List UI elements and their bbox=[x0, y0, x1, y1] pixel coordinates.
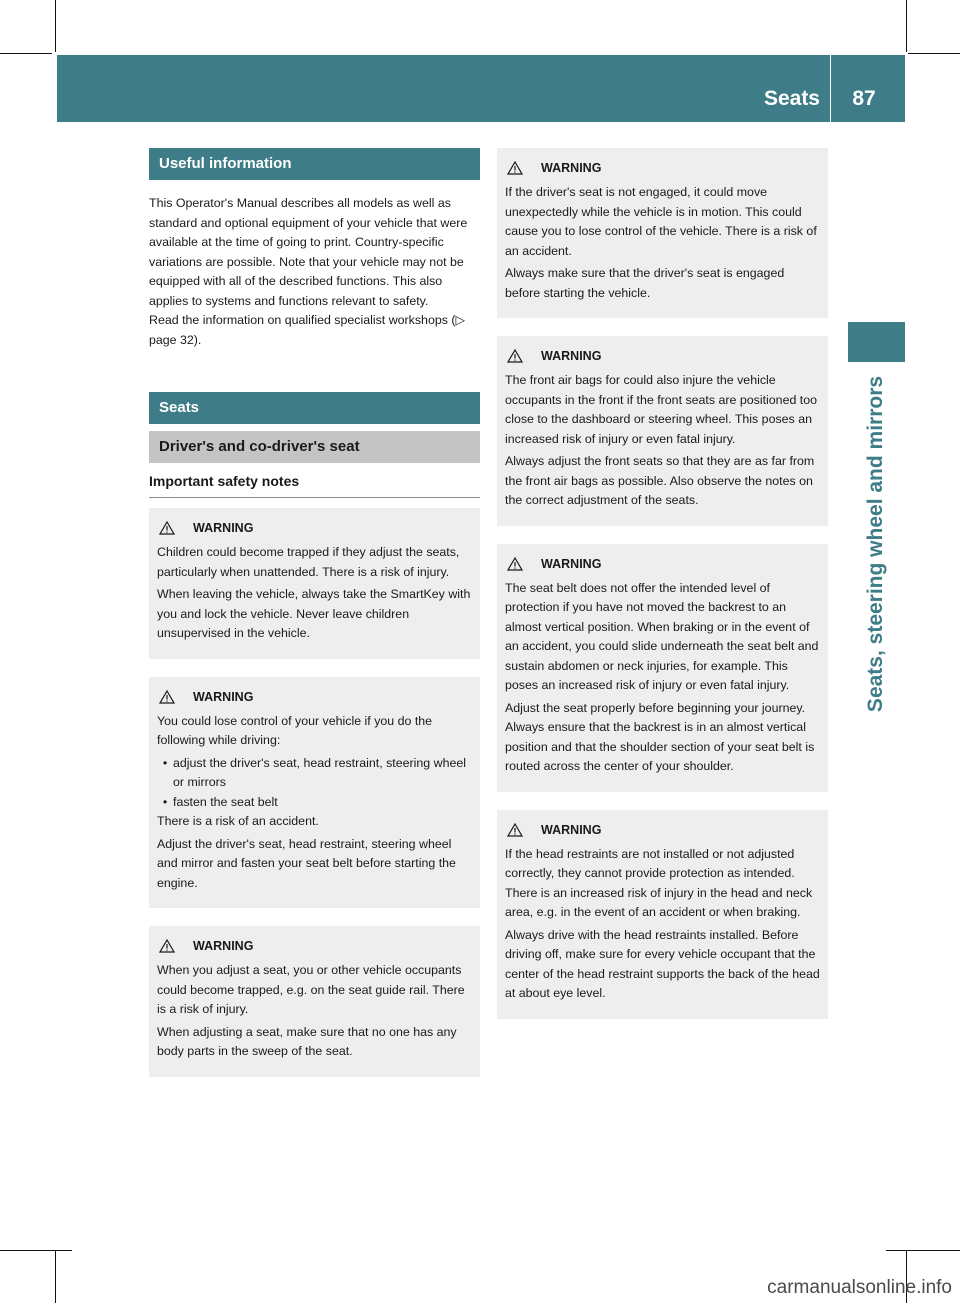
bullet-item bbox=[157, 793, 472, 813]
warning-box bbox=[149, 926, 480, 1077]
warning-header bbox=[505, 820, 820, 840]
warning-instruction: Adjust the seat properly before beginning your journey. Always ensure that the backrest is in an almost vertical position and that the shoulder section of your seat belt is routed across the center of your shoulder. bbox=[505, 700, 815, 773]
warning-text: If the driver's seat is not engaged, it could move unexpectedly while the vehicle is in motion. This could cause you to lose control of the vehicle. There is a risk of an accident. bbox=[505, 185, 817, 258]
crop-mark bbox=[886, 1250, 960, 1251]
bullet-icon: • bbox=[162, 755, 168, 770]
warning-instruction: Always drive with the head restraints installed. Before driving off, make sure for every vehicle occupant that the center of the head restraint supports the back of the head at about eye level. bbox=[505, 927, 820, 1000]
warning-text: The seat belt does not offer the intended level of protection if you have not moved the backrest to an almost vertical position. When braking or in the event of an accident, you could slide underneath the seat belt and sustain abdomen or neck injuries, for example. This poses an increased risk of injury or even fatal injury. bbox=[505, 580, 819, 692]
warning-text: The front air bags for could also injure the vehicle occupants in the front if the front seats are positioned too close to the dashboard or steering wheel. This poses an increased risk of injury or even fatal injury. bbox=[505, 373, 818, 446]
bullet-text: fasten the seat belt bbox=[173, 794, 278, 809]
warning-label: WARNING bbox=[193, 939, 254, 953]
warning-header bbox=[157, 687, 472, 707]
warning-instruction: When adjusting a seat, make sure that no one has any body parts in the sweep of the seat. bbox=[157, 1024, 457, 1058]
warning-box bbox=[149, 508, 480, 659]
warning-triangle-icon bbox=[507, 557, 523, 571]
warning-triangle-icon bbox=[159, 521, 175, 535]
warning-label: WARNING bbox=[193, 521, 254, 535]
warning-header bbox=[505, 346, 820, 366]
warning-text: Children could become trapped if they adjust the seats, particularly when unattended. There is a risk of injury. bbox=[157, 545, 460, 579]
watermark-link[interactable]: carmanualsonline.info bbox=[767, 1277, 952, 1298]
warning-triangle-icon bbox=[507, 823, 523, 837]
warning-box bbox=[149, 677, 480, 909]
warning-triangle-icon bbox=[507, 349, 523, 363]
warning-box bbox=[497, 148, 828, 318]
side-tab-marker bbox=[848, 322, 905, 362]
warning-text: There is a risk of an accident. bbox=[157, 814, 319, 828]
warning-label: WARNING bbox=[541, 349, 602, 363]
warning-text: If the head restraints are not installed or not adjusted correctly, they cannot provide protection as intended. There is an increased risk of injury in the head and neck area, e.g. in the event of an accident or when braking. bbox=[505, 846, 813, 919]
warning-text: When you adjust a seat, you or other vehicle occupants could become trapped, e.g. on the seat guide rail. There is a risk of injury. bbox=[157, 963, 465, 1016]
warning-label: WARNING bbox=[193, 689, 254, 704]
bullet-icon: • bbox=[162, 794, 168, 809]
warning-label: WARNING bbox=[541, 556, 602, 571]
crop-mark bbox=[55, 1250, 56, 1303]
bullet-item bbox=[157, 754, 472, 793]
crop-mark bbox=[0, 1250, 72, 1251]
bullet-text: adjust the driver's seat, head restraint, steering wheel or mirrors bbox=[173, 755, 467, 789]
warning-instruction: When leaving the vehicle, always take the SmartKey with you and lock the vehicle. Never leave children unsupervised in the vehicle. bbox=[157, 587, 471, 640]
warning-text: You could lose control of your vehicle if you do the following while driving: bbox=[157, 713, 433, 747]
warning-triangle-icon bbox=[159, 690, 175, 704]
warning-header bbox=[157, 518, 472, 538]
warning-label: WARNING bbox=[541, 161, 602, 175]
header-section-title: Seats bbox=[763, 87, 820, 110]
warning-instruction: Always make sure that the driver's seat is engaged before starting the vehicle. bbox=[505, 266, 785, 300]
side-tab-label: Seats, steering wheel and mirrors bbox=[864, 375, 887, 713]
right-column bbox=[497, 148, 828, 1019]
warning-instruction: Adjust the driver's seat, head restraint, steering wheel and mirror and fasten your seat belt before starting the engine. bbox=[157, 836, 456, 890]
useful-info-heading: Useful information bbox=[149, 148, 480, 180]
warning-header bbox=[505, 158, 820, 178]
useful-info-reference: Read the information on qualified specialist workshops (▷ page 32). bbox=[149, 313, 466, 347]
crop-mark bbox=[0, 53, 52, 54]
subsection-heading: Driver's and co-driver's seat bbox=[149, 431, 480, 463]
warning-box bbox=[497, 336, 828, 526]
warning-instruction: Always adjust the front seats so that they are as far from the front air bags as possible. Also observe the notes on the correct adjustment of the seats. bbox=[505, 454, 815, 507]
section-heading: Seats bbox=[149, 392, 480, 424]
warning-box bbox=[497, 810, 828, 1019]
warning-triangle-icon bbox=[159, 939, 175, 953]
warning-header bbox=[157, 936, 472, 956]
page-number: 87 bbox=[852, 87, 876, 110]
left-column bbox=[149, 148, 480, 1077]
warning-header bbox=[505, 554, 820, 574]
crop-mark bbox=[55, 0, 56, 52]
safety-notes-heading: Important safety notes bbox=[149, 473, 300, 489]
warning-triangle-icon bbox=[507, 161, 523, 175]
crop-mark bbox=[906, 0, 907, 52]
crop-mark bbox=[908, 53, 960, 54]
useful-info-paragraph: This Operator's Manual describes all models as well as standard and optional equipment of your vehicle that were available at the time of going to print. Country-specific variations are possible. Note that your vehicle may not be equipped with all of the described functions. This also applies to systems and functions relevant to safety. bbox=[149, 196, 468, 308]
header-divider bbox=[830, 55, 831, 122]
warning-label: WARNING bbox=[541, 822, 602, 837]
warning-box bbox=[497, 544, 828, 792]
